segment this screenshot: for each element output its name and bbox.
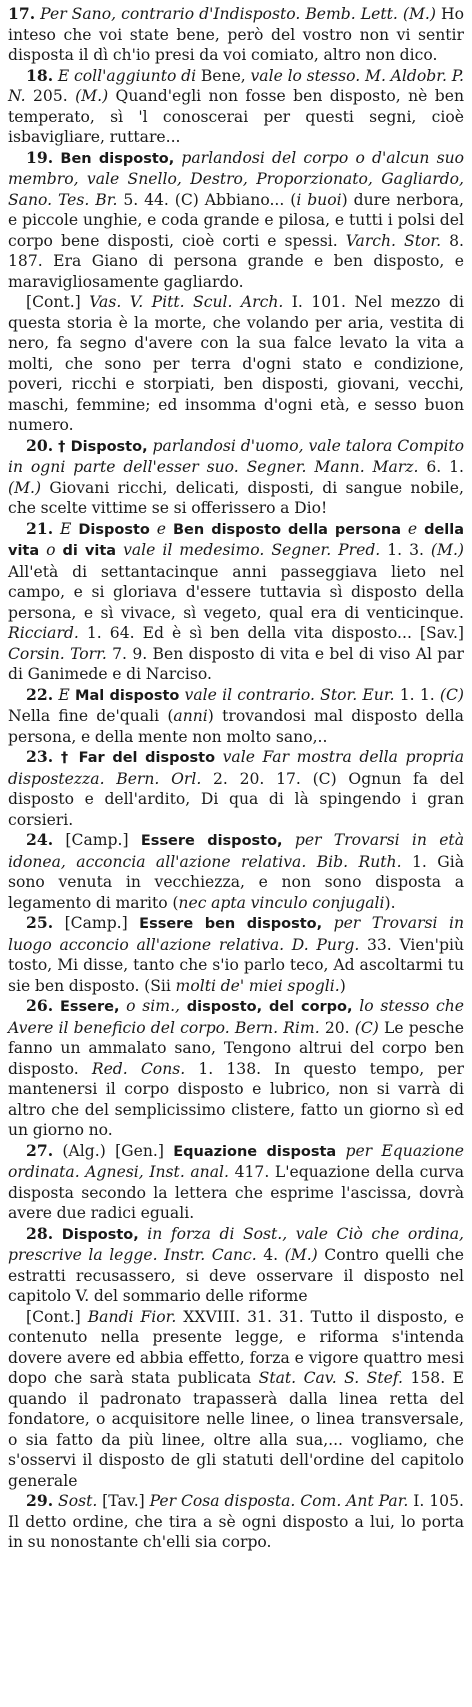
body-text: 4. — [256, 1246, 285, 1264]
body-text: 205. — [25, 87, 76, 105]
italic-text: Stat. Cav. S. Stef. — [258, 1369, 404, 1387]
body-text: (Alg.) [Gen.] — [53, 1141, 174, 1160]
body-text: ) dure nerbora, e piccole unghie, e coda grande e pilosa, e tutti i polsi del corpo bene disposti, cioè corti e spessi. — [8, 190, 464, 250]
dictionary-entry — [8, 747, 464, 830]
body-text: 8. 187. Era Giano di persona grande e ben disposto, e maravigliosamente gagliardo. — [8, 231, 464, 291]
italic-text: molti de' miei spogli. — [175, 976, 340, 995]
italic-text: i buoi — [296, 190, 342, 209]
entry-number: 22. — [26, 684, 54, 704]
italic-text: (C) — [439, 685, 465, 704]
entry-number: 25. — [26, 913, 54, 932]
dictionary-entry — [8, 519, 464, 685]
dictionary-entry — [8, 1307, 464, 1492]
italic-text: Vas. V. Pitt. Scul. Arch. — [89, 293, 284, 311]
entry-number: 24. — [26, 830, 54, 849]
italic-text: Corsin. Torr. — [8, 644, 107, 663]
headword: Ben disposto della persona — [166, 521, 401, 538]
body-text: Bene, — [196, 66, 251, 85]
italic-text: E — [53, 685, 70, 704]
body-text: ) — [339, 976, 346, 995]
body-text: [Cont.] — [26, 293, 90, 311]
body-text: Quand'egli non fosse ben disposto, nè ben temperato, sì 'l conoscerai per questi segni, cioè isbavigliare, ruttare... — [8, 87, 464, 146]
italic-text: nec apta vinculo conjugali — [178, 893, 385, 912]
italic-text: per Trovarsi in età idonea, acconcia all'azione relativa. Bib. Ruth. — [8, 831, 464, 871]
dictionary-entry — [8, 1224, 464, 1307]
headword: della vita — [8, 521, 465, 559]
dictionary-entry — [8, 996, 464, 1141]
body-text: XXVIII. 31. 31. Tutto il disposto, e contenuto nella presente legge, e riforma s'intenda dovere avere ed abbia effetto, forza e vigore quattro mesi dopo che sarà stata publicata — [8, 1307, 464, 1387]
italic-text: E coll'aggiunto di — [53, 66, 197, 85]
body-text: ) trovandosi mal disposto della persona, e della mente non molto sano,.. — [8, 707, 464, 746]
body-text: 2. 20. 17. (C) Ognun fa del disposto e dell'ardito, Di qua di là spingendo i gran corsieri. — [8, 769, 464, 829]
headword: Essere disposto, — [140, 833, 283, 849]
italic-text: Ricciard. — [8, 624, 79, 642]
body-text: 158. E quando il padronato trapasserà dalla linea retta del fondatore, o acquisitore nelle linee, o linea transversale, o sia fatto da più linee, oltre alla sua,... vogliamo, che s'osservi il disposto de gli statuti dell'ordine del capitolo generale — [8, 1369, 464, 1490]
headword: Ben disposto, — [53, 150, 175, 167]
body-text: [Cont.] — [26, 1307, 88, 1326]
entry-number: 20. — [26, 435, 54, 455]
italic-text: vale il contrario. Stor. Eur. — [179, 685, 395, 704]
italic-text: o — [39, 541, 56, 559]
italic-text: Varch. Stor. — [345, 231, 442, 250]
entry-number: 26. — [26, 996, 54, 1015]
headword: di vita — [55, 543, 117, 559]
body-text: I. 101. Nel mezzo di questa storia è la morte, che volando per aria, vestita di nero, fa segno d'avere con la sua falce levato la vita a molti, che sono per terra d'ogni stato e condizione, poveri, ricchi e storpiati, ben disposti, giovani, vecchi, maschi, femmine; ed insomma d'ogni età, e sesso buon numero. — [8, 293, 464, 434]
italic-text: vale Far mostra della propria dispostezza. Bern. Orl. — [8, 748, 464, 788]
headword: † Disposto, — [53, 438, 148, 455]
italic-text: parlandosi d'uomo, vale talora Compito in ogni parte dell'esser suo. Segner. Mann. Marz. — [8, 436, 464, 476]
italic-text: in forza di Sost., vale Ciò che ordina, prescrive la legge. Instr. Canc. — [8, 1224, 464, 1264]
entry-number: 29. — [26, 1491, 54, 1510]
body-text: I. 105. Il detto ordine, che tira a sè ogni disposto a lui, lo porta in su nonostante ch'elli sia corpo. — [8, 1492, 464, 1551]
body-text: 6. 1. — [418, 458, 464, 476]
body-text: Contro quelli che estratti recusassero, si deve osservare il disposto nel capitolo V. del sommario delle riforme — [8, 1246, 464, 1305]
dictionary-entry — [8, 1491, 464, 1553]
body-text: 417. L'equazione della curva disposta secondo la lettera che esprime l'ascissa, dovrà avere due radici eguali. — [8, 1163, 464, 1222]
headword: disposto, del corpo, — [179, 999, 353, 1015]
dictionary-entry — [8, 4, 464, 66]
italic-text: Per Sano, contrario d'Indisposto. Bemb. Lett. (M.) — [35, 5, 436, 23]
dictionary-entry — [8, 913, 464, 996]
entry-number: 28. — [26, 1223, 54, 1243]
italic-text: o sim., — [119, 997, 180, 1015]
italic-text: parlandosi del corpo o d'alcun suo membro, vale Snello, Destro, Proporzionato, Gagliardo, Sano. Tes. Br. — [8, 148, 465, 209]
italic-text: Per Cosa disposta. Com. Ant Par. — [149, 1492, 409, 1510]
body-text: Le pesche fanno un ammalato sano, Tengono altrui del corpo ben disposto. — [8, 1018, 464, 1078]
italic-text: lo stesso che Avere il beneficio del corpo. Bern. Rim. — [8, 997, 464, 1037]
headword: Disposto, — [53, 1226, 139, 1243]
italic-text: (M.) — [430, 541, 465, 559]
headword: Equazione disposta — [173, 1143, 337, 1160]
body-text: [Tav.] — [97, 1492, 150, 1510]
body-text: Ho inteso che voi state bene, però del vostro non vi sentir disposta il dì ch'io presi da voi comiato, altro non dico. — [8, 5, 464, 64]
body-text: 1. 138. In questo tempo, per mantenersi il corpo disposto e lubrico, non si varrà di altro che del semplicissimo clistere, fatto un giorno sì ed un giorno no. — [8, 1059, 465, 1139]
body-text: 1. 3. — [380, 541, 431, 559]
italic-text: per Trovarsi in luogo acconcio all'azione relativa. D. Purg. — [8, 914, 464, 954]
italic-text: (C) — [354, 1018, 379, 1037]
entry-number: 21. — [26, 518, 54, 538]
italic-text: (M.) — [284, 1246, 318, 1264]
italic-text: (M.) — [75, 87, 109, 105]
body-text: Giovani ricchi, delicati, disposti, di sangue nobile, che scelte vittime se si offerissero a Dio! — [8, 478, 464, 517]
entry-number: 18. — [26, 65, 54, 85]
italic-text: Bandi Fior. — [87, 1307, 177, 1326]
body-text: [Camp.] — [53, 914, 140, 932]
italic-text: e — [149, 519, 167, 538]
entry-number: 17. — [8, 4, 36, 23]
italic-text: e — [400, 519, 418, 538]
italic-text: vale lo stesso. M. Aldobr. P. N. — [8, 66, 464, 105]
entry-number: 27. — [26, 1140, 54, 1160]
body-text: 1. 1. — [394, 685, 440, 704]
body-text: 5. 44. (C) Abbiano... ( — [117, 190, 297, 209]
italic-text: Red. Cons. — [91, 1059, 186, 1078]
dictionary-entry — [8, 685, 464, 748]
body-text: 7. 9. Ben disposto di vita e bel di viso Al par di Ganimede e di Narciso. — [8, 644, 464, 683]
italic-text: per Equazione ordinata. Agnesi, Inst. anal. — [8, 1141, 464, 1181]
dictionary-entry — [8, 148, 464, 293]
dictionary-entry — [8, 66, 464, 148]
italic-text: (M.) — [8, 478, 42, 497]
entry-number: 19. — [26, 147, 54, 167]
body-text: 1. 64. Ed è sì ben della vita disposto... [Sav.] — [78, 624, 464, 642]
headword: Essere, — [53, 999, 120, 1015]
body-text: 20. — [319, 1018, 355, 1037]
body-text: [Camp.] — [53, 831, 141, 849]
italic-text: vale il medesimo. Segner. Pred. — [116, 541, 381, 559]
dictionary-entry — [8, 1141, 464, 1224]
dictionary-entry — [8, 292, 464, 436]
entry-number: 23. — [26, 747, 54, 766]
body-text: 1. Già sono venuta in vecchiezza, e non sono disposta a legamento di marito ( — [8, 852, 464, 912]
body-text: Nella fine de'quali ( — [8, 707, 174, 725]
headword: Disposto — [71, 521, 150, 538]
body-text: All'età di settantacinque anni passeggiava lieto nel campo, e si gloriava d'essere tuttavia sì disposto della persona, e sì vivace, sì vegeto, qual era di venticinque. — [8, 562, 464, 622]
headword: Mal disposto — [69, 687, 180, 704]
italic-text: Sost. — [53, 1492, 98, 1510]
italic-text: E — [53, 519, 72, 538]
dictionary-entry — [8, 436, 464, 519]
body-text: 33. Vien'più tosto, Mi disse, tanto che s'io parlo teco, Ad ascoltarmi tu sie ben disposto. (Sii — [8, 935, 464, 995]
body-text: ). — [384, 893, 396, 912]
dictionary-entry — [8, 830, 464, 913]
headword: † Far del disposto — [53, 750, 216, 766]
italic-text: anni — [173, 707, 208, 725]
headword: Essere ben disposto, — [139, 916, 323, 932]
